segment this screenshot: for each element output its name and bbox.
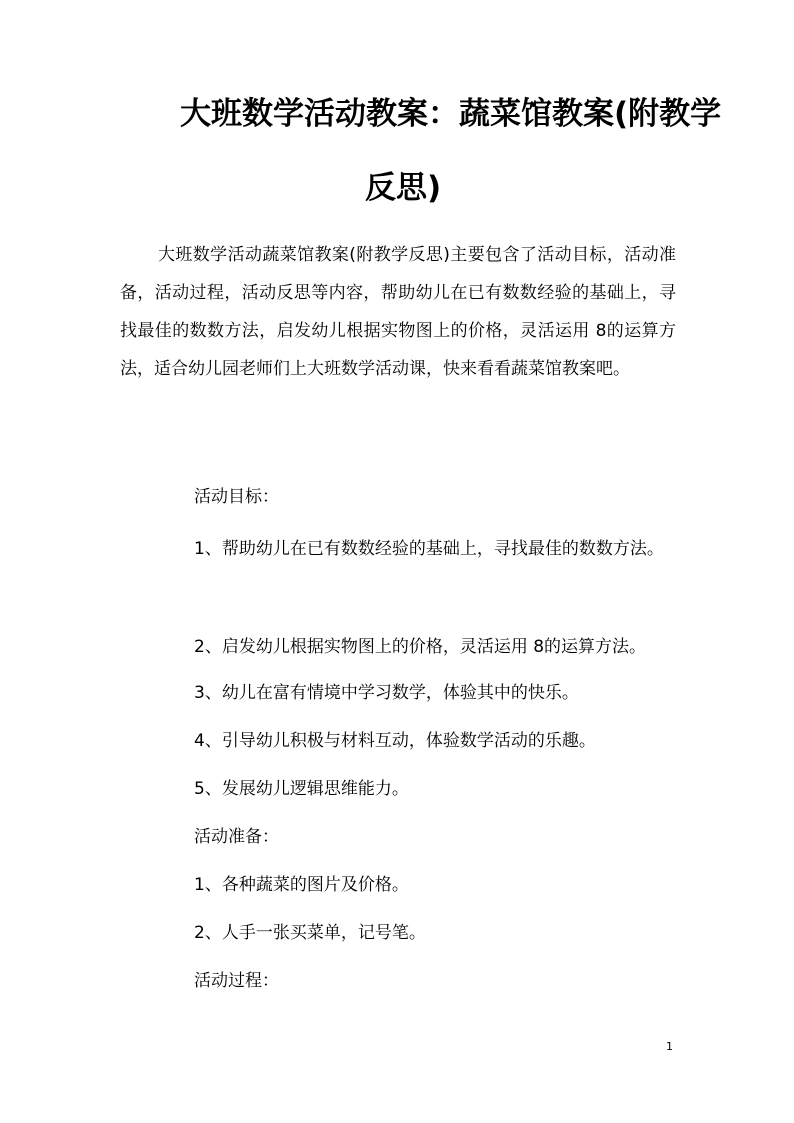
document-title-line-1: 大班数学活动教案：蔬菜馆教案(附教学 xyxy=(180,96,722,132)
intro-paragraph: 大班数学活动蔬菜馆教案(附教学反思)主要包含了活动目标，活动准备，活动过程，活动反思等内容，帮助幼儿在已有数数经验的基础上，寻找最佳的数数方法，启发幼儿根据实物图上的价格，灵活运用 8的运算方法，适合幼儿园老师们上大班数学活动课，快来看看蔬菜馆教案吧。 xyxy=(120,245,676,379)
goal-item-1: 1、帮助幼儿在已有数数经验的基础上，寻找最佳的数数方法。 xyxy=(194,539,664,559)
goal-item-2: 2、启发幼儿根据实物图上的价格，灵活运用 8的运算方法。 xyxy=(194,637,647,657)
prep-item-2: 2、人手一张买菜单，记号笔。 xyxy=(194,923,426,943)
goal-item-3: 3、幼儿在富有情境中学习数学，体验其中的快乐。 xyxy=(194,683,579,703)
process-heading: 活动过程： xyxy=(194,971,279,991)
goal-item-4: 4、引导幼儿积极与材料互动，体验数学活动的乐趣。 xyxy=(194,731,596,751)
page-number: 1 xyxy=(666,1040,673,1053)
goal-item-5: 5、发展幼儿逻辑思维能力。 xyxy=(194,779,409,799)
document-title-line-2: 反思) xyxy=(365,170,442,206)
prep-heading: 活动准备： xyxy=(194,827,279,847)
prep-item-1: 1、各种蔬菜的图片及价格。 xyxy=(194,875,409,895)
goals-heading: 活动目标： xyxy=(194,487,279,507)
